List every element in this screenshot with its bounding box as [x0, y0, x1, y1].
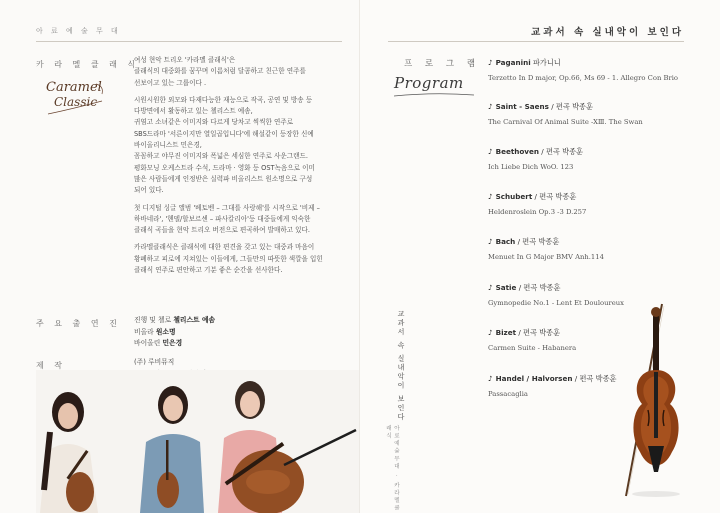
production-role: (주) 루비뮤직	[134, 358, 175, 366]
violin-icon	[618, 300, 692, 500]
program-item	[488, 237, 708, 261]
arranger-name: / 편곡 박종훈	[548, 102, 593, 111]
text-line: 다방면에서 활동하고 있는 첼리스트 예솜,	[134, 107, 253, 116]
logo-text-classic: Classic	[54, 95, 98, 109]
text-line: 하바네라', '헨델/할보르센 – 파사칼리아'등 대중들에게 익숙한	[134, 214, 311, 223]
music-note-icon: ♪	[488, 328, 493, 337]
program-composer	[488, 102, 708, 112]
text-line: 바이올리니스트 민은경,	[134, 141, 202, 150]
right-header-rule	[388, 41, 684, 42]
left-header: 아 료 예 술 무 대	[36, 27, 121, 35]
program-composer	[488, 192, 708, 202]
music-note-icon: ♪	[488, 374, 493, 383]
arranger-name: / 편곡 박종훈	[515, 237, 560, 246]
music-note-icon: ♪	[488, 147, 493, 156]
program-label: 프 로 그 램	[404, 59, 480, 69]
music-note-icon: ♪	[488, 237, 493, 246]
performer-name: 첼리스트 예솜	[173, 316, 216, 324]
composer-name: Handel / Halvorsen	[495, 374, 573, 383]
logo-text-caramel: Caramel	[46, 80, 102, 95]
performer-name: 민은경	[162, 339, 183, 347]
paragraph-intro	[134, 55, 330, 89]
text-line: 카라멜클래식은 클래식에 대한 편견을 갖고 있는 대중과 마음이	[134, 243, 315, 252]
text-line: 첫 디지털 싱글 앨범 '베토벤 – 그대를 사랑해'를 시작으로 '비제 –	[134, 203, 320, 212]
text-line: 평화모닝 오케스트라 수석, 드라마 · 영화 등 OST녹음으로 이미	[134, 163, 315, 172]
right-header: 교과서 속 실내악이 보인다	[531, 27, 684, 38]
text-line: 클래식 곡들을 현악 트리오 버전으로 편곡하여 발매하고 있다.	[134, 226, 311, 235]
text-line: 선보이고 있는 그룹이다 .	[134, 78, 207, 87]
program-item	[488, 192, 708, 216]
arranger-name: / 편곡 박종훈	[572, 374, 617, 383]
program-work: Gymnopedie No.1 - Lent Et Douloureux	[488, 299, 624, 307]
composer-name: Schubert	[495, 192, 533, 201]
text-line: 되어 있다.	[134, 186, 164, 195]
program-composer	[488, 58, 708, 68]
composer-name: Bizet	[495, 328, 517, 337]
composer-name: Satie	[495, 283, 517, 292]
performer-row	[134, 338, 215, 350]
text-line: 여성 현악 트리오 '카라멜 클래식'은	[134, 56, 236, 64]
performers-list	[134, 315, 215, 350]
production-row	[134, 357, 206, 369]
caramel-classic-logo	[42, 78, 112, 118]
paragraph-mission	[134, 242, 330, 276]
program-work: Terzetto In D major, Op.66, Ms 69 - 1. Allegro Con Brio	[488, 74, 678, 82]
program-work: Passacaglia	[488, 390, 528, 398]
program-work: Ich Liebe Dich WoO. 123	[488, 163, 574, 171]
spine-title: 교과서 속 실내악이 보인다	[397, 310, 405, 422]
program-work: Carmen Suite - Habanera	[488, 344, 577, 352]
arranger-name: 파가니니	[530, 58, 561, 67]
text-line: 황폐하고 피로에 지쳐있는 이들에게, 그들만의 따뜻한 색깔을 입힌	[134, 254, 323, 263]
section-artist-label: 카 라 멜 클 래 식	[36, 60, 140, 69]
program-underline-icon	[394, 92, 474, 98]
spine-subtitle: 아료예술무대 · 카라멜클래식	[385, 425, 399, 513]
text-line: 꼼꼼하고 야무진 이미지와 폭넓은 세심한 연주로 사운그랜드.	[134, 152, 308, 161]
text-line: 클래식의 대중화를 꿈꾸며 이름처럼 달콤하고 친근한 연주를	[134, 67, 306, 76]
composer-name: Bach	[495, 237, 516, 246]
arranger-name: / 편곡 박종훈	[516, 328, 561, 337]
music-note-icon: ♪	[488, 58, 493, 67]
composer-name: Saint - Saens	[495, 102, 549, 111]
music-note-icon: ♪	[488, 283, 493, 292]
composer-name: Paganini	[495, 58, 531, 67]
program-item	[488, 102, 708, 126]
program-composer	[488, 237, 708, 247]
section-performers-label: 주 요 출 연 진	[36, 319, 121, 328]
performer-role: 비올라	[134, 327, 156, 336]
trio-illustration-icon	[36, 370, 360, 513]
program-composer	[488, 147, 708, 157]
program-composer	[488, 283, 708, 293]
section-production-label: 제 작	[36, 361, 66, 370]
arranger-name: / 편곡 박종훈	[532, 192, 577, 201]
performer-name: 원소명	[155, 327, 176, 336]
arranger-name: / 편곡 박종훈	[539, 147, 583, 156]
program-item	[488, 58, 708, 82]
music-note-icon: ♪	[488, 102, 493, 111]
text-line: 시원시원한 외모와 다재다능한 재능으로 작곡, 공연 및 방송 등	[134, 95, 313, 104]
performer-row	[134, 315, 215, 327]
program-item	[488, 147, 708, 171]
text-line: 귀염고 소녀같은 이미지와 다르게 당차고 씩씩한 연주로	[134, 118, 294, 127]
paragraph-members	[134, 95, 330, 197]
text-line: 많은 사람들에게 인정받은 실력파 비올리스트 원소명으로 구성	[134, 174, 313, 183]
music-note-icon: ♪	[488, 192, 493, 201]
program-work: Menuet In G Major BMV Anh.114	[488, 253, 604, 261]
program-work: Heldenroslein Op.3 -3 D.257	[488, 208, 587, 216]
performer-row	[134, 327, 215, 339]
composer-name: Beethoven	[495, 147, 539, 156]
arranger-name: / 편곡 박종훈	[516, 283, 561, 292]
right-page	[360, 0, 720, 513]
performer-role: 바이올린	[134, 339, 163, 347]
program-work: The Carnival Of Animal Suite -XⅢ. The Swan	[488, 118, 643, 126]
left-header-rule	[36, 41, 342, 42]
artist-description	[134, 55, 330, 282]
text-line: 클래식 연주로 편안하고 기분 좋은 순간을 선사한다.	[134, 266, 283, 275]
trio-photo	[36, 370, 360, 513]
performer-role: 진행 및 첼로	[134, 316, 174, 324]
text-line: SBS드라마 '서른이지만 열일곱입니다'에 해설같이 등장한 신예	[134, 129, 314, 138]
program-script-title: Program	[394, 74, 464, 92]
paragraph-albums	[134, 203, 330, 237]
